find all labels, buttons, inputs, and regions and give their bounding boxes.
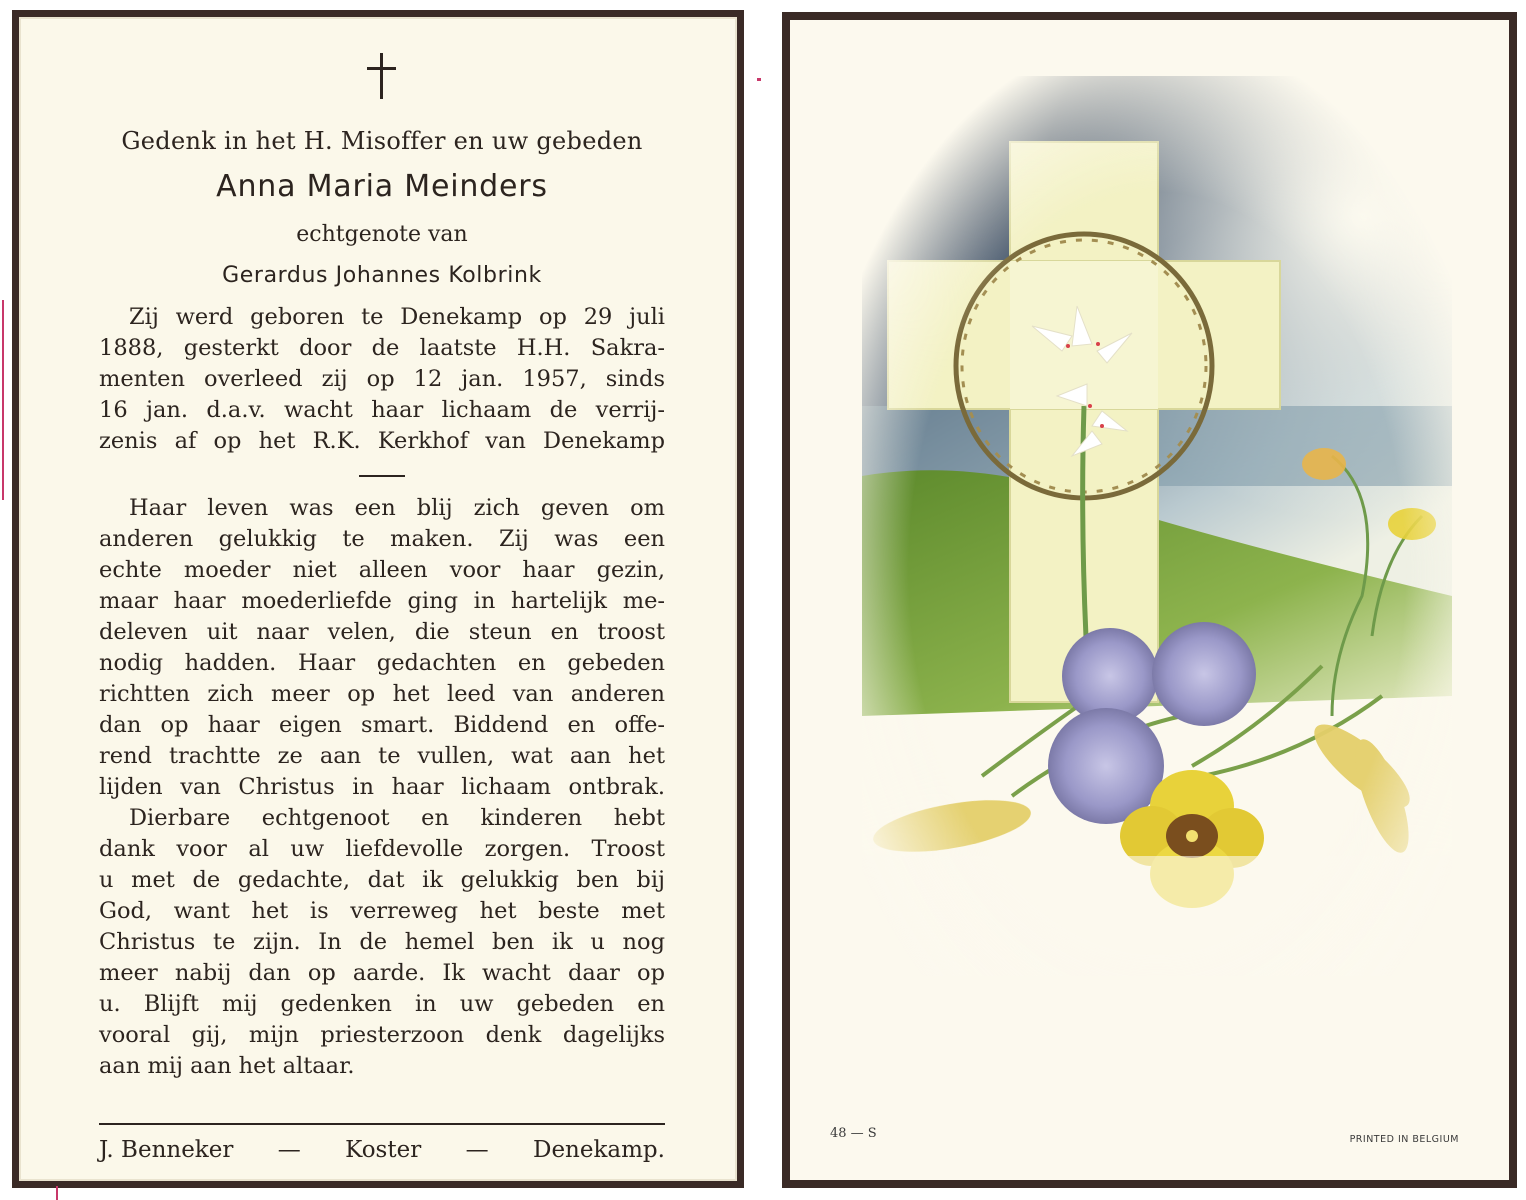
printer-role: Koster <box>345 1137 422 1163</box>
memorial-card-text-side <box>12 10 744 1188</box>
biography-line: menten overleed zij op 12 jan. 1957, sinds <box>99 366 665 392</box>
biography-line: 16 jan. d.a.v. wacht haar lichaam de verrij- <box>99 397 665 423</box>
farewell-line: Christus te zijn. In de hemel ben ik u nog <box>99 929 665 955</box>
footer-separator: — <box>465 1137 489 1163</box>
print-country: PRINTED IN BELGIUM <box>1349 1134 1459 1145</box>
printer-name: J. Benneker <box>99 1137 234 1163</box>
cross-icon <box>362 53 402 103</box>
biography-line: zenis af op het R.K. Kerkhof van Denekamp <box>99 428 665 454</box>
printer-place: Denekamp. <box>533 1137 665 1163</box>
farewell-line: Dierbare echtgenoot en kinderen hebt <box>129 805 665 831</box>
tribute-line: nodig hadden. Haar gedachten en gebeden <box>99 650 665 676</box>
intro-line: Gedenk in het H. Misoffer en uw gebeden <box>121 127 643 155</box>
biography-line: Zij werd geboren te Denekamp op 29 juli <box>129 304 665 330</box>
scan-edge-mark <box>757 78 761 81</box>
farewell-line: u met de gedachte, dat ik gelukkig ben bij <box>99 867 665 893</box>
tribute-line: richtten zich meer op het leed van anderen <box>99 681 665 707</box>
tribute-line: dan op haar eigen smart. Biddend en offe- <box>99 712 665 738</box>
spouse-name: Gerardus Johannes Kolbrink <box>222 263 542 288</box>
printer-footer <box>99 1137 665 1163</box>
tribute-line: lijden van Christus in haar lichaam ontbrak. <box>99 774 665 800</box>
tribute-line: deleven uit naar velen, die steun en troost <box>99 619 665 645</box>
biography-paragraph <box>99 302 665 457</box>
cross-with-crown-of-thorns-and-flowers-icon <box>862 76 1452 976</box>
footer-separator: — <box>277 1137 301 1163</box>
memorial-card-image-side <box>782 12 1517 1188</box>
farewell-line: God, want het is verreweg het beste met <box>99 898 665 924</box>
memorial-text-block <box>99 47 665 1082</box>
tribute-line: maar haar moederliefde ging in hartelijk me- <box>99 588 665 614</box>
farewell-line: vooral gij, mijn priesterzoon denk dagelijks <box>99 1022 665 1048</box>
farewell-line: dank voor al uw liefdevolle zorgen. Troost <box>99 836 665 862</box>
tribute-line: rend trachtte ze aan te vullen, wat aan het <box>99 743 665 769</box>
farewell-line: meer nabij dan op aarde. Ik wacht daar op <box>99 960 665 986</box>
print-code: 48 — S <box>830 1126 877 1141</box>
tribute-line: anderen gelukkig te maken. Zij was een <box>99 526 665 552</box>
deceased-name: Anna Maria Meinders <box>216 169 548 204</box>
section-divider <box>359 475 405 477</box>
footer-divider <box>99 1123 665 1125</box>
scan-edge-mark <box>56 1186 58 1200</box>
scan-edge-mark <box>2 300 4 500</box>
tribute-line: echte moeder niet alleen voor haar gezin, <box>99 557 665 583</box>
farewell-line: aan mij aan het altaar. <box>99 1053 355 1079</box>
farewell-line: u. Blijft mij gedenken in uw gebeden en <box>99 991 665 1017</box>
biography-line: 1888, gesterkt door de laatste H.H. Sakra- <box>99 335 665 361</box>
tribute-line: Haar leven was een blij zich geven om <box>129 495 665 521</box>
tribute-paragraph <box>99 493 665 1082</box>
spouse-intro: echtgenote van <box>296 222 468 247</box>
